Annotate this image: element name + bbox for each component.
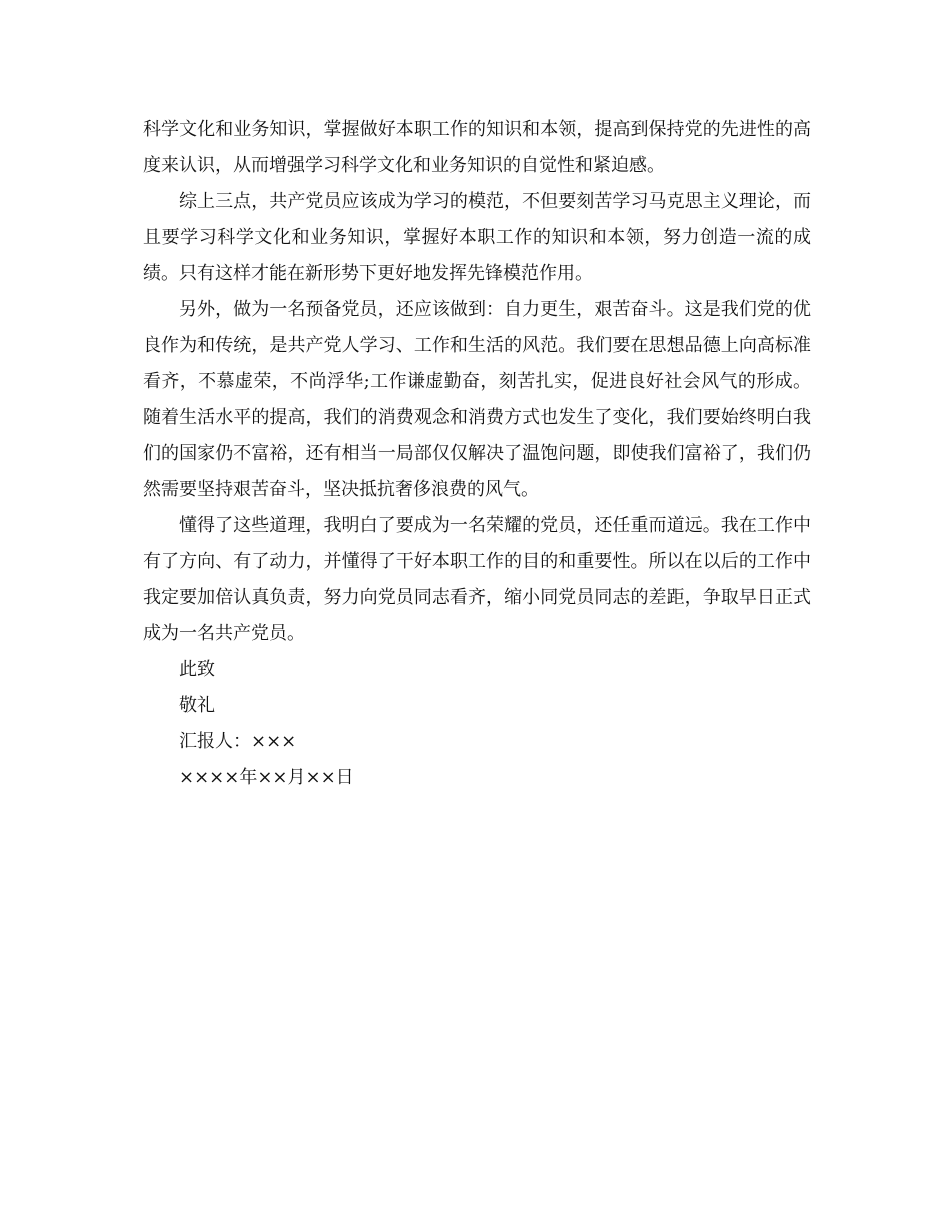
paragraph-continuation: 科学文化和业务知识，掌握做好本职工作的知识和本领，提高到保持党的先进性的高度来认识，从而增强学习科学文化和业务知识的自觉性和紧迫感。 [143, 119, 811, 176]
reporter-signature: 汇报人：××× [179, 731, 297, 752]
paragraph-hard-work: 另外，做为一名预备党员，还应该做到：自力更生，艰苦奋斗。这是我们党的优良作为和传统，是共产党人学习、工作和生活的风范。我们要在思想品德上向高标准看齐，不慕虚荣，不尚浮华;工作谦虚勤奋，刻苦扎实，促进良好社会风气的形成。随着生活水平的提高，我们的消费观念和消费方式也发生了变化，我们要始终明白我们的国家仍不富裕，还有相当一局部仅仅解决了温饱问题，即使我们富裕了，我们仍然需要坚持艰苦奋斗，坚决抵抗奢侈浪费的风气。 [143, 299, 811, 500]
paragraph-summary: 综上三点，共产党员应该成为学习的模范，不但要刻苦学习马克思主义理论，而且要学习科学文化和业务知识，掌握好本职工作的知识和本领，努力创造一流的成绩。只有这样才能在新形势下更好地发挥先锋模范作用。 [143, 191, 811, 284]
report-body [143, 112, 811, 796]
closing-salutation: 此致 [179, 659, 215, 680]
closing-regards: 敬礼 [179, 695, 215, 716]
report-date: ××××年××月××日 [179, 767, 354, 788]
paragraph-conclusion: 懂得了这些道理，我明白了要成为一名荣耀的党员，还任重而道远。我在工作中有了方向、有了动力，并懂得了干好本职工作的目的和重要性。所以在以后的工作中我定要加倍认真负责，努力向党员同志看齐，缩小同党员同志的差距，争取早日正式成为一名共产党员。 [143, 515, 811, 644]
